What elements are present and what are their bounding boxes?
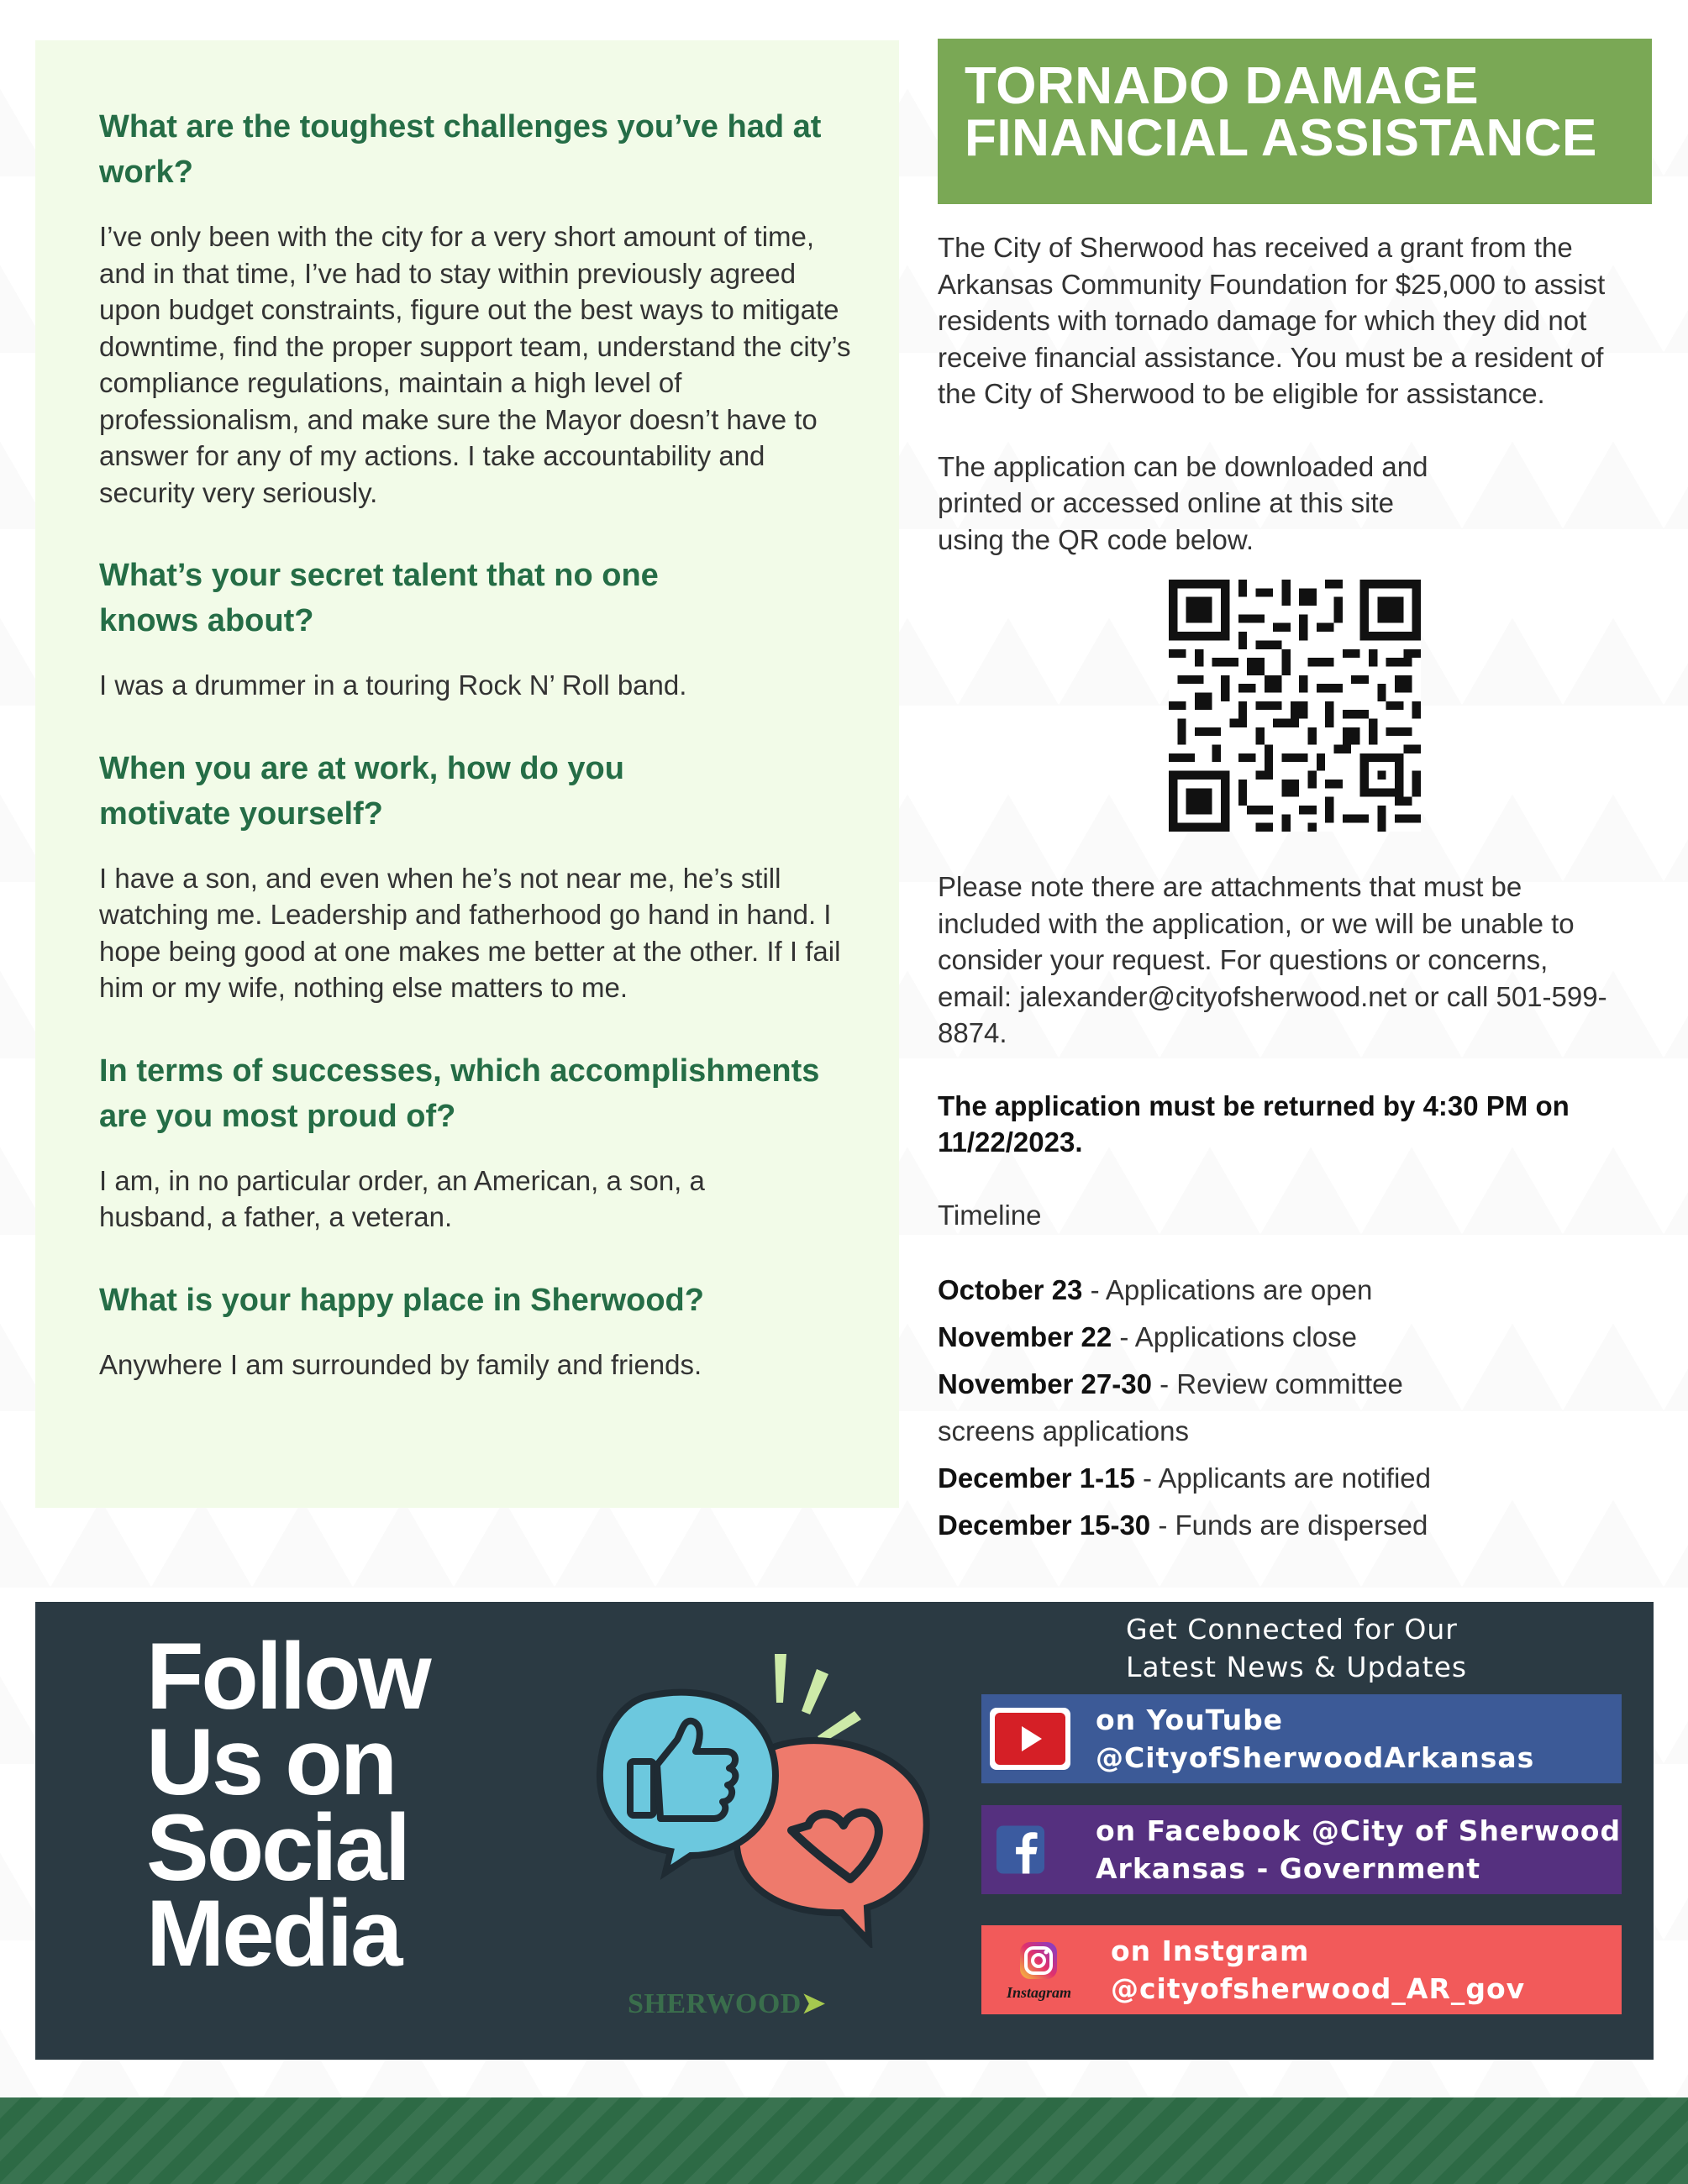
follow-line: Social (146, 1795, 408, 1900)
timeline-list (938, 1267, 1475, 1549)
timeline-item: December 1-15 - Applicants are notified (938, 1462, 1432, 1494)
speech-bubbles-illustration (565, 1646, 960, 1948)
facebook-link[interactable] (981, 1805, 1622, 1894)
youtube-label: on YouTube (1096, 1704, 1284, 1736)
sherwood-logo (628, 1987, 826, 2020)
logo-text: SHERWOOD (628, 1988, 802, 2019)
answer-4: I am, in no particular order, an American, a son, a husband, a father, a veteran. (99, 1164, 705, 1232)
social-media-section (35, 1602, 1654, 2060)
facebook-label: on Facebook @City of Sherwood (1096, 1814, 1622, 1847)
instagram-caption: Instagram (1007, 1984, 1072, 2001)
follow-line: Us on (146, 1709, 396, 1814)
follow-us-heading (146, 1624, 429, 1986)
question-5: What is your happy place in Sherwood? (99, 1282, 704, 1318)
facebook-icon (996, 1819, 1059, 1881)
timeline-label: Timeline (938, 1199, 1042, 1231)
youtube-handle: @CityofSherwoodArkansas (1096, 1741, 1535, 1774)
connect-heading: Get Connected for Our Latest News & Updates (1126, 1613, 1468, 1683)
grant-intro: The City of Sherwood has received a grant from the Arkansas Community Foundation for $25,000 to assist residents with tornado damage for which they did not receive financial assistance. You must be a resident of the City of Sherwood to be eligible for assistance. (938, 232, 1606, 409)
instagram-link[interactable] (981, 1925, 1622, 2014)
follow-line: Media (146, 1881, 401, 1986)
question-3: When you are at work, how do you motivate yourself? (99, 750, 624, 832)
instagram-label: on Instgram (1111, 1935, 1310, 1967)
qr-code-icon[interactable] (1169, 580, 1421, 832)
timeline-item: October 23 - Applications are open (938, 1274, 1373, 1305)
answer-2: I was a drummer in a touring Rock N’ Roll band. (99, 669, 687, 701)
question-1: What are the toughest challenges you’ve had at work? (99, 109, 822, 190)
youtube-icon (990, 1708, 1070, 1770)
spark-lines (775, 1654, 861, 1743)
instagram-handle: @cityofsherwood_AR_gov (1111, 1972, 1526, 2005)
answer-3: I have a son, and even when he’s not near me, he’s still watching me. Leadership and fatherhood go hand in hand. I hope being good at one makes me better at the other. If I fail him or my wife, nothing else matters to me. (99, 862, 841, 1003)
attachments-note: Please note there are attachments that must be included with the application, or we will be unable to consider your request. For questions or concerns, email: jalexander@cityofsherwood.net or call 501-599-8874. (938, 871, 1607, 1048)
answer-5: Anywhere I am surrounded by family and friends. (99, 1348, 702, 1380)
tornado-assistance-column (938, 39, 1652, 1549)
question-4: In terms of successes, which accomplishments are you most proud of? (99, 1053, 820, 1134)
application-info: The application can be downloaded and printed or accessed online at this site using the QR code below. (938, 450, 1428, 555)
timeline-item: November 27-30 - Review committee screens applications (938, 1368, 1403, 1446)
follow-line: Follow (146, 1624, 429, 1729)
banner-title-line1: TORNADO DAMAGE (965, 57, 1480, 115)
footer-pattern-band (0, 2097, 1688, 2184)
timeline-item: November 22 - Applications close (938, 1321, 1357, 1352)
deadline-notice: The application must be returned by 4:30 PM on 11/22/2023. (938, 1089, 1570, 1158)
answer-1: I’ve only been with the city for a very short amount of time, and in that time, I’ve had to stay within previously agreed upon budget constraints, figure out the best ways to mitigate downtime, find the proper support team, understand the city’s compliance regulations, maintain a high level of professionalism, and make sure the Mayor doesn’t have to answer for any of my actions. I take accountability and security very seriously. (99, 221, 851, 508)
timeline-item: December 15-30 - Funds are dispersed (938, 1509, 1428, 1541)
banner-title-line2: FINANCIAL ASSISTANCE (965, 109, 1597, 167)
interview-panel (35, 40, 899, 1508)
swoosh-icon: ➤ (801, 1988, 826, 2019)
tornado-banner (938, 39, 1652, 204)
question-2: What’s your secret talent that no one knows about? (99, 558, 659, 638)
youtube-link[interactable] (981, 1694, 1622, 1783)
facebook-handle: Arkansas - Government (1096, 1852, 1481, 1885)
